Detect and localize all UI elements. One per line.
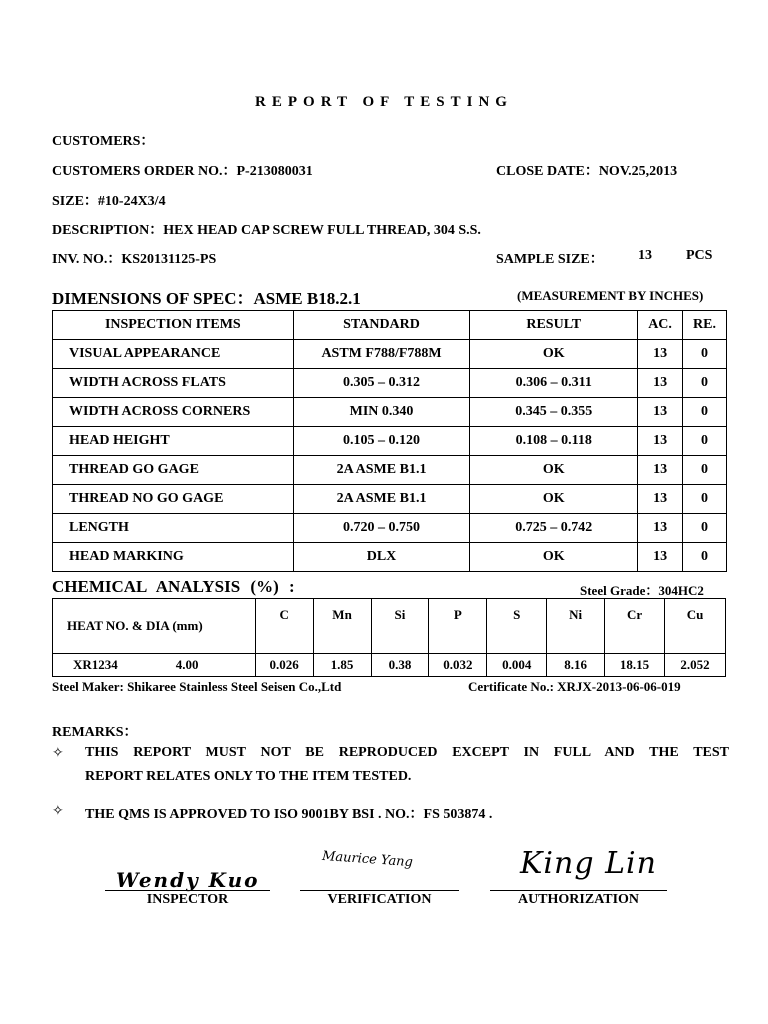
column-header: RE. [683,311,727,340]
element-value: 18.15 [605,654,665,677]
steel-maker: Steel Maker: Shikaree Stainless Steel Seisen Co.,Ltd [52,679,342,694]
standard-cell: MIN 0.340 [293,398,470,427]
dimensions-table [52,310,727,572]
standard-cell: 0.105 – 0.120 [293,427,470,456]
element-value: 0.026 [255,654,313,677]
close-date: CLOSE DATE：NOV.25,2013 [496,164,678,179]
chemical-header-row [53,599,726,654]
heat-no: XR1234 [73,657,118,672]
column-header: AC. [638,311,683,340]
dimensions-heading: DIMENSIONS OF SPEC：ASME B18.2.1 [52,289,361,308]
ac-cell: 13 [638,543,683,572]
chemical-value-row [53,654,726,677]
size-field: SIZE：#10-24X3/4 [52,194,166,209]
result-cell: 0.725 – 0.742 [470,514,638,543]
ac-cell: 13 [638,485,683,514]
element-header: C [255,599,313,654]
verification-signature-line [300,890,459,891]
standard-cell: ASTM F788/F788M [293,340,470,369]
result-cell: 0.345 – 0.355 [470,398,638,427]
ac-cell: 13 [638,427,683,456]
element-value: 1.85 [313,654,371,677]
ac-cell: 13 [638,514,683,543]
ac-cell: 13 [638,456,683,485]
ac-cell: 13 [638,369,683,398]
re-cell: 0 [683,340,727,369]
heat-header: HEAT NO. & DIA (mm) [53,599,256,654]
element-header: Ni [547,599,605,654]
result-cell: OK [470,456,638,485]
remark-1-line-1: THIS REPORT MUST NOT BE REPRODUCED EXCEPT IN FULL AND THE TEST [85,745,729,760]
remark-2: THE QMS IS APPROVED TO ISO 9001BY BSI . NO.：FS 503874 . [85,807,493,822]
column-header: RESULT [470,311,638,340]
diamond-bullet-icon: ✧ [52,804,64,819]
inspector-signature: Wendy Kuo [116,868,260,892]
customers-order-no: CUSTOMERS ORDER NO.：P-213080031 [52,164,313,179]
table-header-row [53,311,727,340]
re-cell: 0 [683,427,727,456]
inspection-item: THREAD NO GO GAGE [53,485,294,514]
remarks-heading: REMARKS： [52,725,138,740]
inspection-item: HEAD MARKING [53,543,294,572]
heat-dia: 4.00 [175,657,199,672]
re-cell: 0 [683,398,727,427]
result-cell: 0.306 – 0.311 [470,369,638,398]
certificate-no: Certificate No.: XRJX-2013-06-06-019 [468,679,681,694]
customers-label: CUSTOMERS： [52,134,155,149]
table-row [53,514,727,543]
authorization-signature: King Lin [520,846,657,881]
inspector-label: INSPECTOR [146,892,229,907]
element-value: 0.032 [429,654,487,677]
element-header: P [429,599,487,654]
element-value: 0.004 [487,654,547,677]
diamond-bullet-icon: ✧ [52,746,64,761]
table-row [53,427,727,456]
element-header: Mn [313,599,371,654]
ac-cell: 13 [638,340,683,369]
inv-no: INV. NO.：KS20131125-PS [52,252,217,267]
inspection-item: THREAD GO GAGE [53,456,294,485]
element-header: Cu [665,599,726,654]
standard-cell: 0.305 – 0.312 [293,369,470,398]
ac-cell: 13 [638,398,683,427]
chemical-table [52,598,726,677]
element-value: 0.38 [371,654,429,677]
inspection-item: WIDTH ACROSS CORNERS [53,398,294,427]
element-value: 8.16 [547,654,605,677]
re-cell: 0 [683,485,727,514]
re-cell: 0 [683,369,727,398]
sample-size-value: 13 [638,248,652,263]
remark-1-line-2: REPORT RELATES ONLY TO THE ITEM TESTED. [85,769,412,784]
element-value: 2.052 [665,654,726,677]
element-header: Cr [605,599,665,654]
table-row [53,485,727,514]
column-header: INSPECTION ITEMS [53,311,294,340]
result-cell: 0.108 – 0.118 [470,427,638,456]
standard-cell: DLX [293,543,470,572]
inspection-item: HEAD HEIGHT [53,427,294,456]
standard-cell: 2A ASME B1.1 [293,485,470,514]
inspector-signature-line [105,890,270,891]
authorization-signature-line [490,890,667,891]
result-cell: OK [470,485,638,514]
inspection-item: LENGTH [53,514,294,543]
authorization-label: AUTHORIZATION [517,892,640,907]
verification-signature: Maurice Yang [321,848,414,871]
standard-cell: 0.720 – 0.750 [293,514,470,543]
inspection-item: WIDTH ACROSS FLATS [53,369,294,398]
table-row [53,543,727,572]
re-cell: 0 [683,456,727,485]
sample-size-unit: PCS [686,248,713,263]
measurement-note: (MEASUREMENT BY INCHES) [517,288,704,303]
result-cell: OK [470,543,638,572]
element-header: S [487,599,547,654]
element-header: Si [371,599,429,654]
description-field: DESCRIPTION：HEX HEAD CAP SCREW FULL THREAD, 304 S.S. [52,223,481,238]
sample-size-label: SAMPLE SIZE： [496,252,604,267]
chemical-heading: CHEMICAL ANALYSIS (%) : [52,577,295,596]
table-row [53,340,727,369]
column-header: STANDARD [293,311,470,340]
standard-cell: 2A ASME B1.1 [293,456,470,485]
table-row [53,398,727,427]
result-cell: OK [470,340,638,369]
report-title: REPORT OF TESTING [255,94,513,110]
table-row [53,369,727,398]
table-row [53,456,727,485]
verification-label: VERIFICATION [327,892,432,907]
steel-grade: Steel Grade：304HC2 [580,583,704,598]
re-cell: 0 [683,543,727,572]
heat-value-cell [53,654,256,677]
re-cell: 0 [683,514,727,543]
inspection-item: VISUAL APPEARANCE [53,340,294,369]
